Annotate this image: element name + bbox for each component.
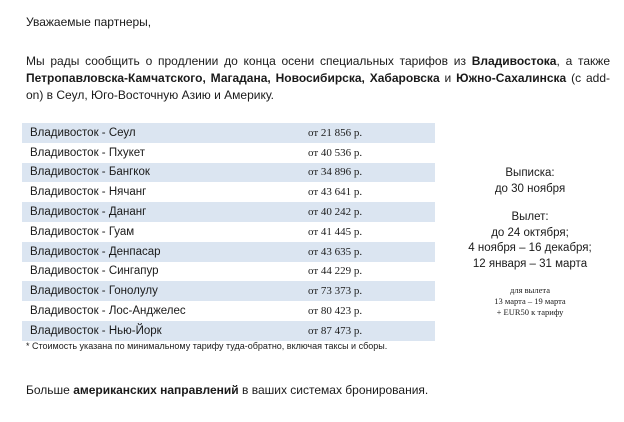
fare-route: Владивосток - Дананг — [22, 202, 308, 222]
intro-bold-3: Южно-Сахалинска — [456, 71, 567, 85]
departure-line-1: до 24 октября; — [491, 226, 569, 239]
departure-label: Вылет: — [511, 211, 549, 223]
departure-line-3: 12 января – 31 марта — [472, 257, 588, 270]
fare-row — [22, 242, 435, 262]
greeting: Уважаемые партнеры, — [26, 15, 152, 29]
intro-text-3: и — [439, 71, 457, 85]
fare-price: от 73 373 р. — [308, 281, 435, 301]
ticketing-block — [440, 166, 620, 197]
outro-text-1: Больше — [26, 383, 74, 397]
fare-route: Владивосток - Денпасар — [22, 242, 308, 262]
footnote: * Стоимость указана по минимальному тарифу туда-обратно, включая таксы и сборы. — [26, 341, 388, 351]
fare-row — [22, 182, 435, 202]
fare-route: Владивосток - Лос-Анджелес — [30, 305, 186, 318]
fare-price: от 41 445 р. — [308, 225, 363, 238]
fare-price: от 87 473 р. — [308, 321, 435, 341]
fare-row — [22, 262, 435, 282]
intro-bold-1: Владивостока — [471, 54, 557, 68]
fare-price: от 80 423 р. — [308, 305, 363, 318]
fare-price: от 40 536 р. — [308, 146, 363, 159]
intro-paragraph — [26, 53, 610, 104]
intro-bold-2: Петропавловска-Камчатского, Магадана, Новосибирска, Хабаровска — [26, 71, 440, 85]
surcharge-note — [440, 285, 620, 318]
fares-table-body — [22, 123, 435, 341]
fare-price: от 21 856 р. — [308, 123, 435, 143]
fare-route: Владивосток - Сеул — [22, 123, 308, 143]
fare-route: Владивосток - Бангкок — [22, 163, 308, 183]
fare-route: Владивосток - Нячанг — [30, 186, 147, 199]
fare-row — [22, 202, 435, 222]
outro-text-2: в ваших системах бронирования. — [238, 383, 429, 397]
intro-text-4: (с add-on) в Сеул, Юго-Восточную Азию и Америку. — [26, 71, 611, 102]
fare-row — [22, 123, 435, 143]
ticketing-value: до 30 ноября — [494, 182, 566, 195]
intro-text-1: Мы рады сообщить о продлении до конца осени специальных тарифов из — [26, 54, 472, 68]
fare-route: Владивосток - Пхукет — [30, 146, 146, 159]
ticketing-label: Выписка: — [505, 167, 555, 179]
fare-row — [22, 321, 435, 341]
note-line-3: + EUR50 к тарифу — [496, 307, 564, 317]
fare-price: от 43 641 р. — [308, 186, 363, 199]
outro-paragraph — [26, 383, 428, 397]
fare-row — [22, 222, 435, 242]
fare-price: от 43 635 р. — [308, 242, 435, 262]
fare-row — [22, 301, 435, 321]
note-line-1: для вылета — [510, 285, 550, 295]
outro-bold-1: американских направлений — [73, 383, 239, 397]
fare-route: Владивосток - Гуам — [30, 225, 135, 238]
departure-line-2: 4 ноября – 16 декабря; — [468, 242, 592, 254]
intro-text-2: , а также — [556, 54, 610, 68]
fare-route: Владивосток - Сингапур — [30, 265, 159, 278]
fare-row — [22, 281, 435, 301]
departure-block — [440, 210, 620, 272]
fare-row — [22, 143, 435, 163]
fare-row — [22, 163, 435, 183]
note-line-2: 13 марта – 19 марта — [494, 296, 566, 306]
fare-route: Владивосток - Гонолулу — [22, 281, 308, 301]
fares-table — [22, 123, 435, 341]
fare-price: от 44 229 р. — [308, 265, 363, 278]
fare-route: Владивосток - Нью-Йорк — [22, 321, 308, 341]
fare-price: от 40 242 р. — [308, 202, 435, 222]
fare-price: от 34 896 р. — [308, 163, 435, 183]
